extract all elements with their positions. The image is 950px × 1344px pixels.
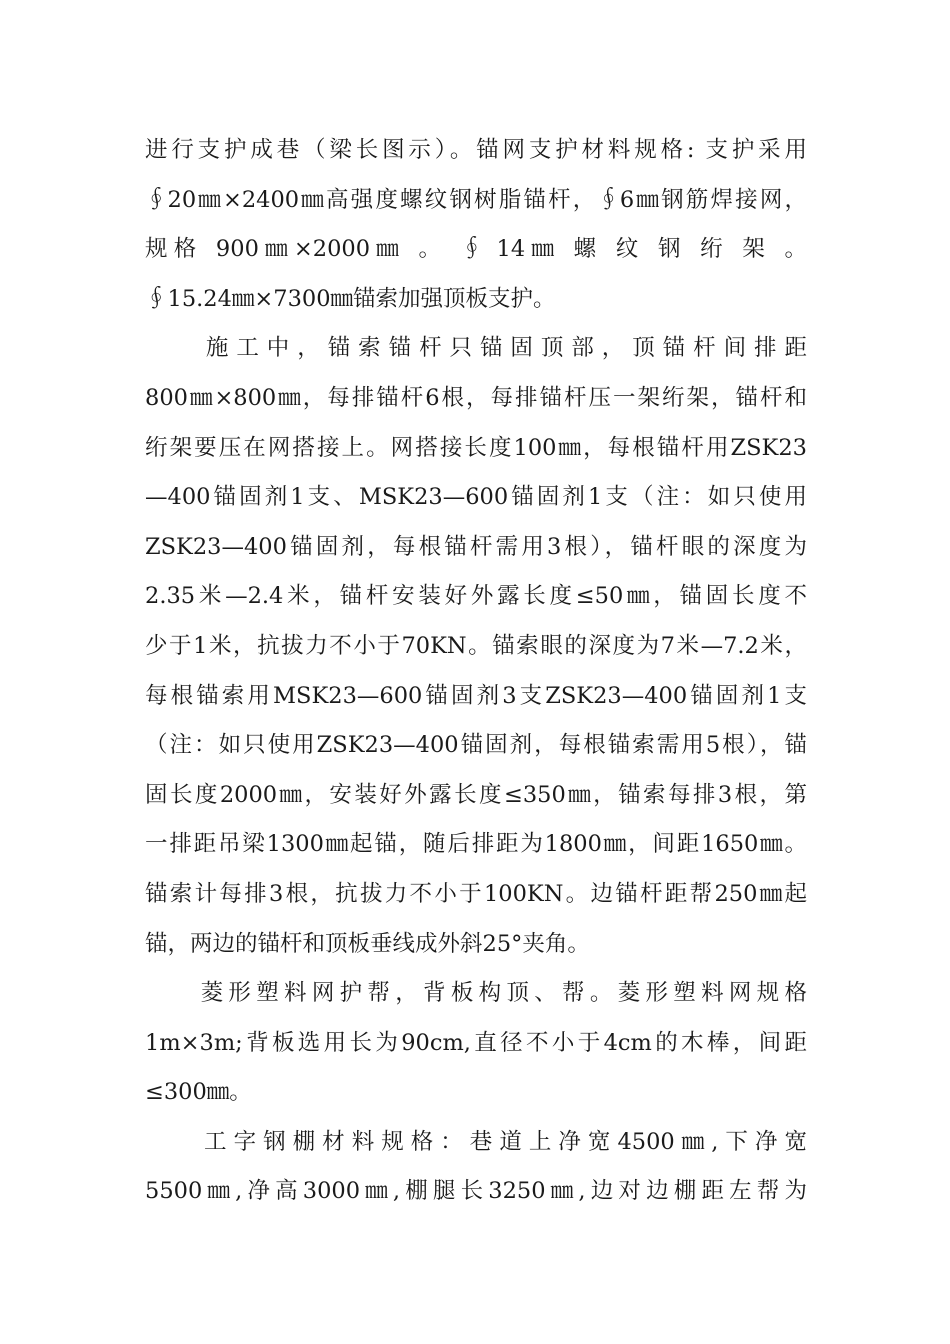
- text-line: 规格 900㎜×2000㎜ 。 ∮ 14㎜ 螺 纹 钢 绗 架 。: [145, 236, 807, 263]
- text-line: 800㎜×800㎜，每排锚杆6根，每排锚杆压一架绗架，锚杆和: [145, 384, 807, 411]
- text-line: ZSK23—400锚固剂，每根锚杆需用3根），锚杆眼的深度为: [145, 533, 807, 560]
- text-line: 1m×3m;背板选用长为90cm,直径不小于4cm的木棒，间距: [145, 1029, 807, 1056]
- text-line: ≤300㎜。: [145, 1079, 252, 1106]
- text-line: —400锚固剂1支、MSK23—600锚固剂1支（注：如只使用: [145, 484, 807, 511]
- text-line: 锚，两边的锚杆和顶板垂线成外斜25°夹角。: [145, 930, 590, 957]
- text-line: 每根锚索用MSK23—600锚固剂3支ZSK23—400锚固剂1支: [145, 682, 807, 709]
- text-line: ∮20㎜×2400㎜高强度螺纹钢树脂锚杆，∮6㎜钢筋焊接网，: [145, 186, 807, 213]
- text-line: ∮15.24㎜×7300㎜锚索加强顶板支护。: [145, 285, 556, 312]
- text-line: 一排距吊梁1300㎜起锚，随后排距为1800㎜，间距1650㎜。: [145, 831, 807, 858]
- paragraph-i-beam-spec: [145, 1118, 807, 1217]
- text-line: 工字钢棚材料规格：巷道上净宽4500㎜,下净宽: [145, 1128, 807, 1155]
- document-page: [145, 126, 807, 1217]
- text-line: 2.35米—2.4米，锚杆安装好外露长度≤50㎜，锚固长度不: [145, 583, 807, 610]
- text-line: 菱形塑料网护帮，背板构顶、帮。菱形塑料网规格: [145, 980, 807, 1007]
- paragraph-plastic-mesh: [145, 969, 807, 1118]
- text-line: 固长度2000㎜，安装好外露长度≤350㎜，锚索每排3根，第: [145, 781, 807, 808]
- text-line: 少于1米，抗拔力不小于70KN。锚索眼的深度为7米—7.2米，: [145, 632, 807, 659]
- text-line: 绗架要压在网搭接上。网搭接长度100㎜，每根锚杆用ZSK23: [145, 434, 807, 461]
- paragraph-anchor-mesh-spec: [145, 126, 807, 324]
- text-line: 施工中，锚索锚杆只锚固顶部，顶锚杆间排距: [145, 335, 807, 362]
- text-line: 5500㎜,净高3000㎜,棚腿长3250㎜,边对边棚距左帮为: [145, 1178, 807, 1205]
- text-line: 锚索计每排3根，抗拔力不小于100KN。边锚杆距帮250㎜起: [145, 880, 807, 907]
- text-line: （注：如只使用ZSK23—400锚固剂，每根锚索需用5根），锚: [145, 732, 807, 759]
- text-line: 进行支护成巷（梁长图示）。锚网支护材料规格: 支护采用: [145, 137, 807, 163]
- paragraph-construction: [145, 324, 807, 969]
